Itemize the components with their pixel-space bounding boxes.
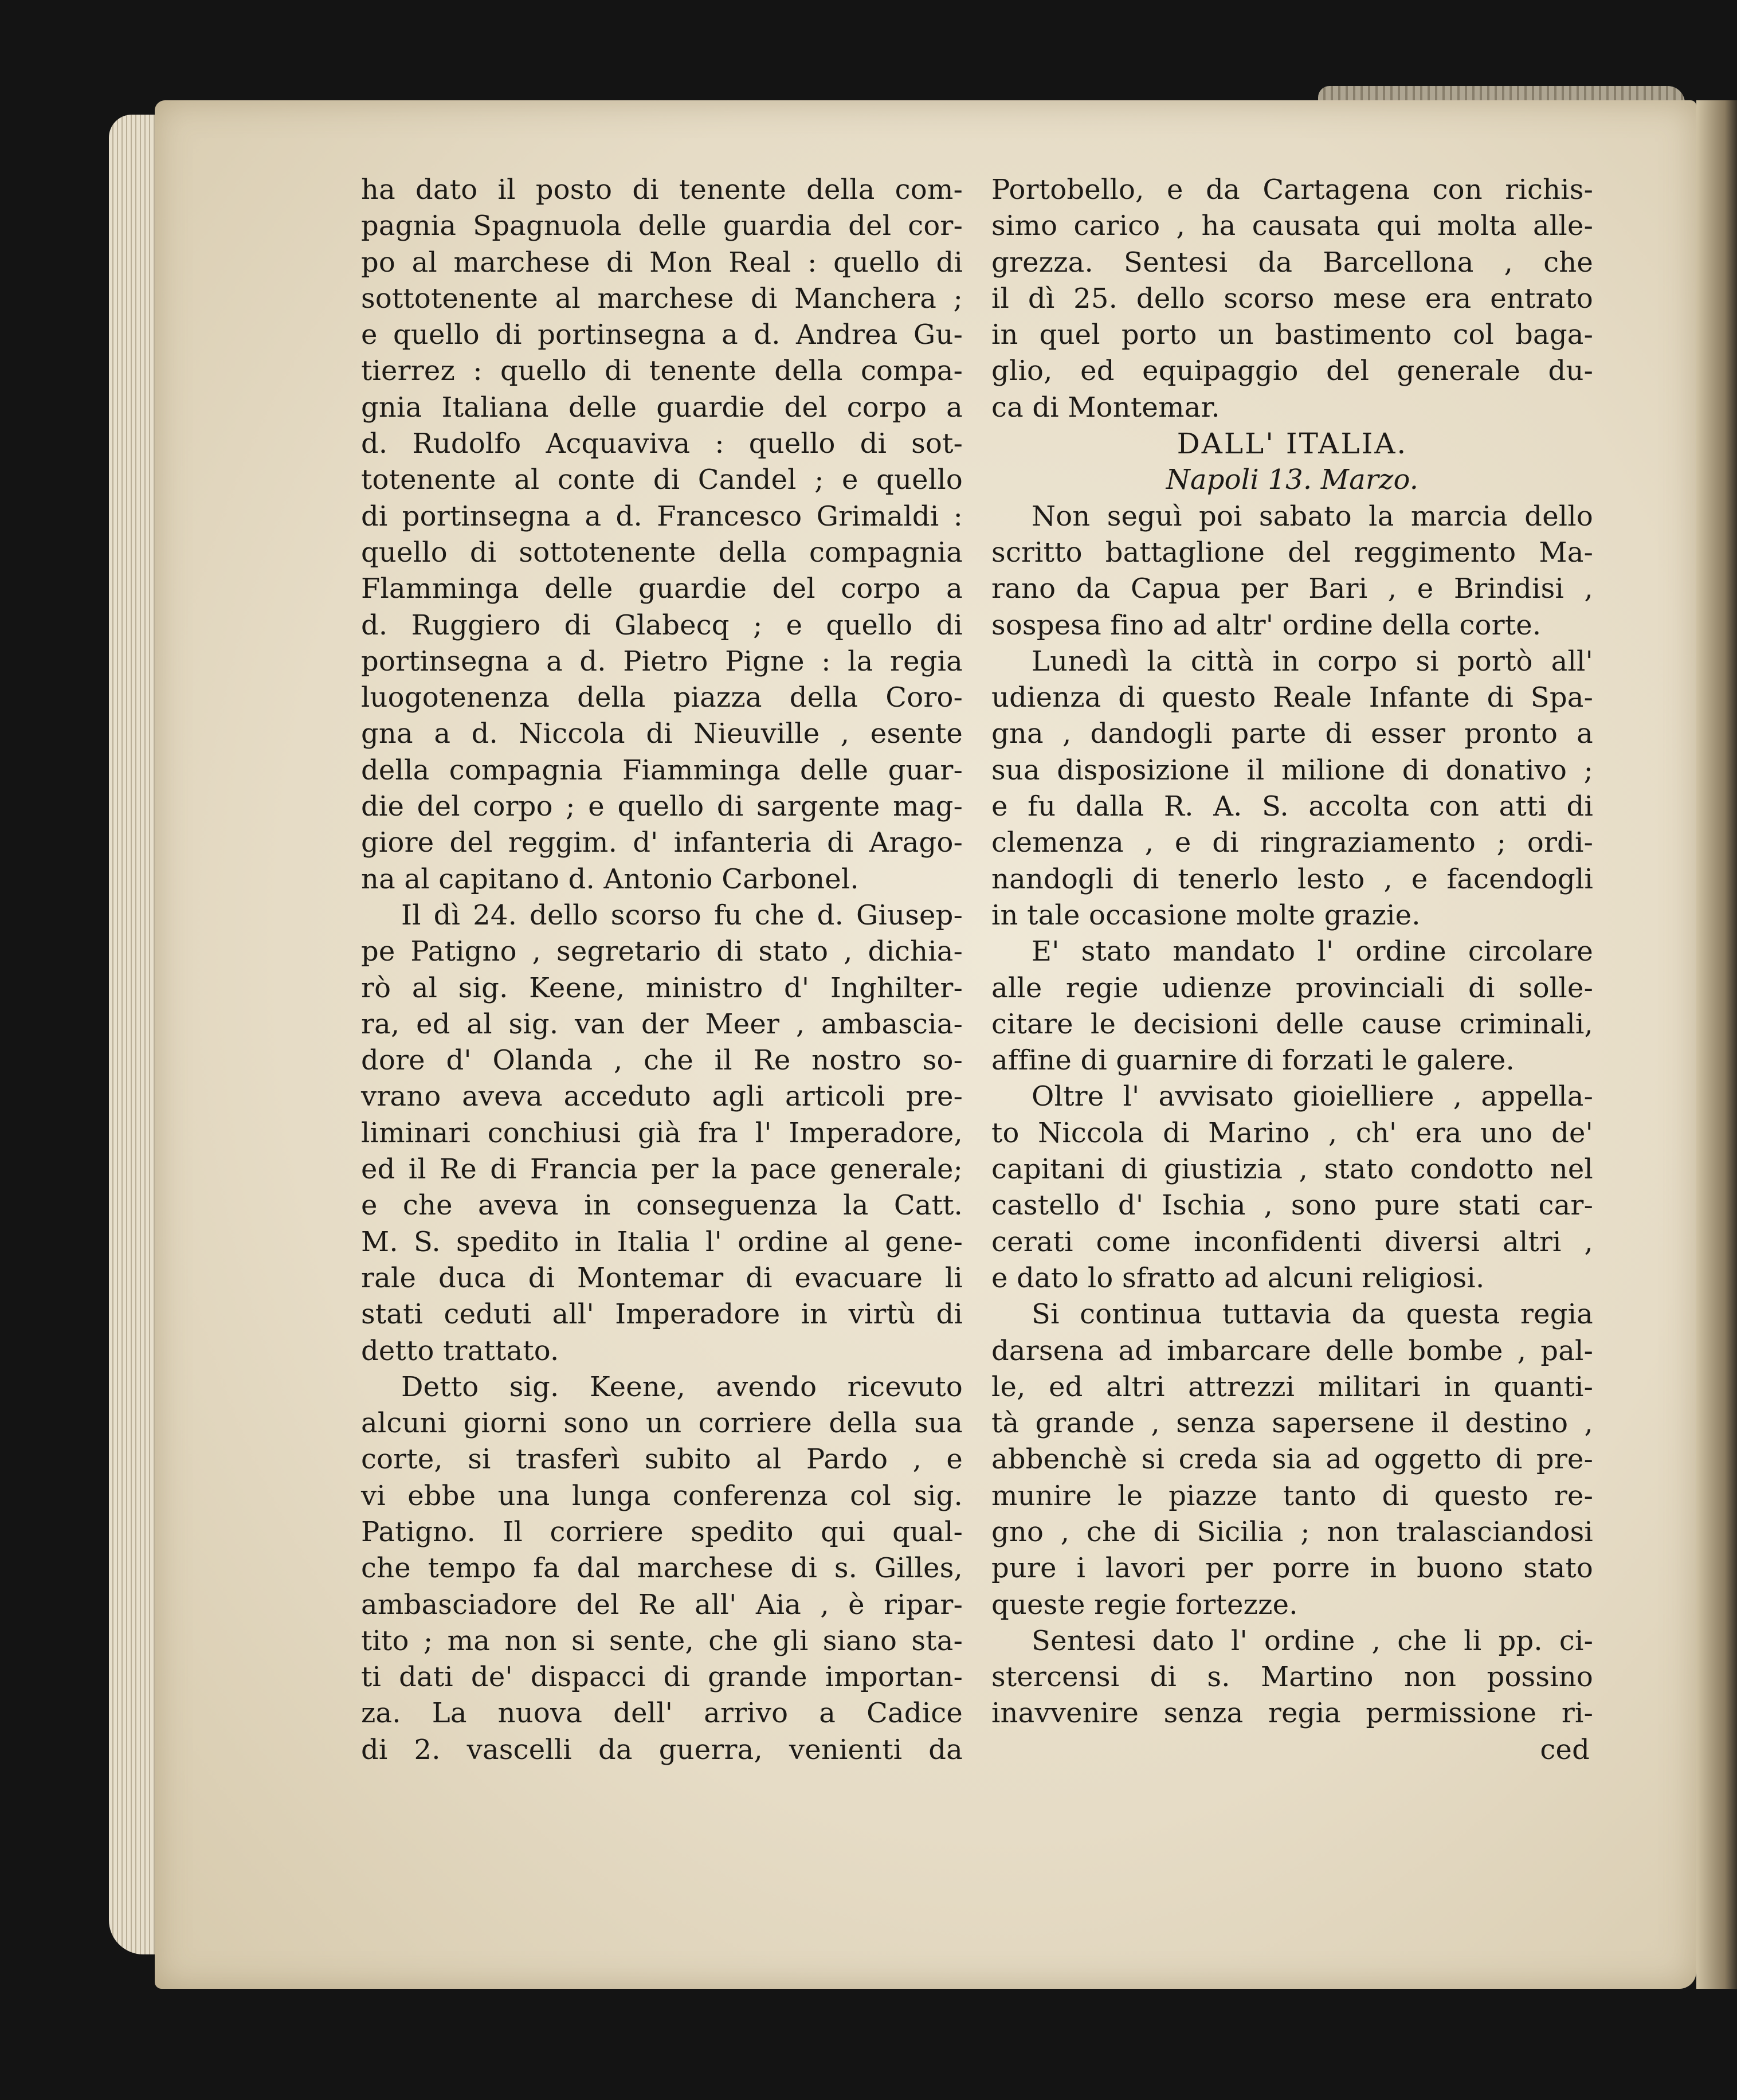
text-line: ced xyxy=(1540,1733,1590,1766)
text-line: gna a d. Niccola di Nieuville , esente xyxy=(361,718,963,750)
text-line: di 2. vascelli da guerra, venienti da xyxy=(361,1733,963,1766)
text-line: d. Ruggiero di Glabecq ; e quello di xyxy=(361,609,963,641)
text-line: Il dì 24. dello scorso fu che d. Giusep- xyxy=(401,899,963,931)
text-line: che tempo fa dal marchese di s. Gilles, xyxy=(361,1552,963,1585)
text-line: M. S. spedito in Italia l' ordine al gene- xyxy=(361,1225,963,1258)
text-line: capitani di giustizia , stato condotto nel xyxy=(991,1153,1593,1186)
text-line: munire le piazze tanto di questo re- xyxy=(991,1479,1593,1512)
text-line: detto trattato. xyxy=(361,1334,559,1367)
text-line: queste regie fortezze. xyxy=(991,1588,1298,1621)
text-line: citare le decisioni delle cause criminali, xyxy=(991,1008,1593,1040)
text-line: luogotenenza della piazza della Coro- xyxy=(361,681,963,714)
text-line: Sentesi dato l' ordine , che li pp. ci- xyxy=(1032,1624,1593,1657)
text-line: rale duca di Montemar di evacuare li xyxy=(361,1261,963,1294)
text-line: DALL' ITALIA. xyxy=(1177,427,1408,461)
text-line: in quel porto un bastimento col baga- xyxy=(991,319,1593,351)
text-line: pe Patigno , segretario di stato , dichia- xyxy=(361,935,963,968)
text-line: giore del reggim. d' infanteria di Arago- xyxy=(361,826,963,859)
text-line: Patigno. Il corriere spedito qui qual- xyxy=(361,1515,963,1548)
text-line: tà grande , senza sapersene il destino , xyxy=(991,1407,1593,1440)
text-line: alle regie udienze provinciali di solle- xyxy=(991,971,1593,1004)
text-line: Oltre l' avvisato gioielliere , appella- xyxy=(1032,1080,1593,1113)
text-line: inavvenire senza regia permissione ri- xyxy=(991,1697,1593,1730)
text-line: E' stato mandato l' ordine circolare xyxy=(1032,935,1593,968)
text-line: totenente al conte di Candel ; e quello xyxy=(361,464,963,496)
text-line: Napoli 13. Marzo. xyxy=(1166,464,1419,496)
text-line: po al marchese di Mon Real : quello di xyxy=(361,246,963,279)
text-line: liminari conchiusi già fra l' Imperadore, xyxy=(361,1116,963,1149)
text-line: ca di Montemar. xyxy=(991,391,1220,424)
text-line: rò al sig. Keene, ministro d' Inghilter- xyxy=(361,971,963,1004)
text-line: pagnia Spagnuola delle guardia del cor- xyxy=(361,210,963,242)
text-line: portinsegna a d. Pietro Pigne : la regia xyxy=(361,645,963,677)
text-line: vi ebbe una lunga conferenza col sig. xyxy=(361,1479,963,1512)
text-line: Portobello, e da Cartagena con richis- xyxy=(991,174,1593,206)
text-line: Lunedì la città in corpo si portò all' xyxy=(1032,645,1593,677)
text-line: quello di sottotenente della compagnia xyxy=(361,536,963,569)
text-line: die del corpo ; e quello di sargente mag- xyxy=(361,790,963,823)
text-line: gna , dandogli parte di esser pronto a xyxy=(991,718,1593,750)
text-line: ti dati de' dispacci di grande importan- xyxy=(361,1661,963,1694)
text-line: sottotenente al marchese di Manchera ; xyxy=(361,282,963,315)
text-line: di portinsegna a d. Francesco Grimaldi : xyxy=(361,500,963,532)
text-line: e fu dalla R. A. S. accolta con atti di xyxy=(991,790,1593,823)
text-line: gnia Italiana delle guardie del corpo a xyxy=(361,391,963,424)
text-line: rano da Capua per Bari , e Brindisi , xyxy=(991,573,1593,605)
right-text-column xyxy=(991,172,1593,1768)
text-line: alcuni giorni sono un corriere della sua xyxy=(361,1407,963,1440)
text-line: stati ceduti all' Imperadore in virtù di xyxy=(361,1298,963,1331)
text-line: cerati come inconfidenti diversi altri , xyxy=(991,1225,1593,1258)
text-line: tito ; ma non si sente, che gli siano sta- xyxy=(361,1624,963,1657)
text-line: ambasciadore del Re all' Aia , è ripar- xyxy=(361,1588,963,1621)
text-line: castello d' Ischia , sono pure stati car- xyxy=(991,1189,1593,1222)
text-line: clemenza , e di ringraziamento ; ordi- xyxy=(991,826,1593,859)
binding-gutter xyxy=(1696,100,1737,1989)
text-line: glio, ed equipaggio del generale du- xyxy=(991,355,1593,387)
text-line: corte, si trasferì subito al Pardo , e xyxy=(361,1443,963,1476)
text-line: il dì 25. dello scorso mese era entrato xyxy=(991,282,1593,315)
text-line: abbenchè si creda sia ad oggetto di pre- xyxy=(991,1443,1593,1476)
text-line: della compagnia Fiamminga delle guar- xyxy=(361,754,963,786)
text-line: sospesa fino ad altr' ordine della corte. xyxy=(991,609,1542,641)
text-line: ha dato il posto di tenente della com- xyxy=(361,174,963,206)
text-line: sua disposizione il milione di donativo ; xyxy=(991,754,1593,786)
text-line: e che aveva in conseguenza la Catt. xyxy=(361,1189,963,1222)
text-line: Detto sig. Keene, avendo ricevuto xyxy=(401,1370,963,1403)
text-line: affine di guarnire di forzati le galere. xyxy=(991,1044,1515,1077)
text-line: simo carico , ha causata qui molta alle- xyxy=(991,210,1593,242)
text-line: Non seguì poi sabato la marcia dello xyxy=(1032,500,1593,532)
text-line: le, ed altri attrezzi militari in quanti- xyxy=(991,1370,1593,1403)
text-line: tierrez : quello di tenente della compa- xyxy=(361,355,963,387)
text-line: e quello di portinsegna a d. Andrea Gu- xyxy=(361,319,963,351)
text-line: stercensi di s. Martino non possino xyxy=(991,1661,1593,1694)
text-line: nandogli di tenerlo lesto , e facendogli xyxy=(991,863,1593,895)
text-line: pure i lavori per porre in buono stato xyxy=(991,1552,1593,1585)
text-line: na al capitano d. Antonio Carbonel. xyxy=(361,863,859,895)
text-line: za. La nuova dell' arrivo a Cadice xyxy=(361,1697,963,1730)
text-line: d. Rudolfo Acquaviva : quello di sot- xyxy=(361,428,963,460)
text-line: Si continua tuttavia da questa regia xyxy=(1032,1298,1593,1331)
left-text-column xyxy=(361,172,963,1768)
text-line: e dato lo sfratto ad alcuni religiosi. xyxy=(991,1261,1485,1294)
text-line: Flamminga delle guardie del corpo a xyxy=(361,573,963,605)
text-line: ed il Re di Francia per la pace generale; xyxy=(361,1153,963,1186)
text-line: to Niccola di Marino , ch' era uno de' xyxy=(991,1116,1593,1149)
text-line: grezza. Sentesi da Barcellona , che xyxy=(991,246,1593,279)
text-line: scritto battaglione del reggimento Ma- xyxy=(991,536,1593,569)
text-line: ra, ed al sig. van der Meer , ambascia- xyxy=(361,1008,963,1040)
text-line: udienza di questo Reale Infante di Spa- xyxy=(991,681,1593,714)
text-line: dore d' Olanda , che il Re nostro so- xyxy=(361,1044,963,1077)
text-line: vrano aveva acceduto agli articoli pre- xyxy=(361,1080,963,1113)
text-line: gno , che di Sicilia ; non tralasciandosi xyxy=(991,1515,1593,1548)
text-line: in tale occasione molte grazie. xyxy=(991,899,1421,931)
text-line: darsena ad imbarcare delle bombe , pal- xyxy=(991,1334,1593,1367)
